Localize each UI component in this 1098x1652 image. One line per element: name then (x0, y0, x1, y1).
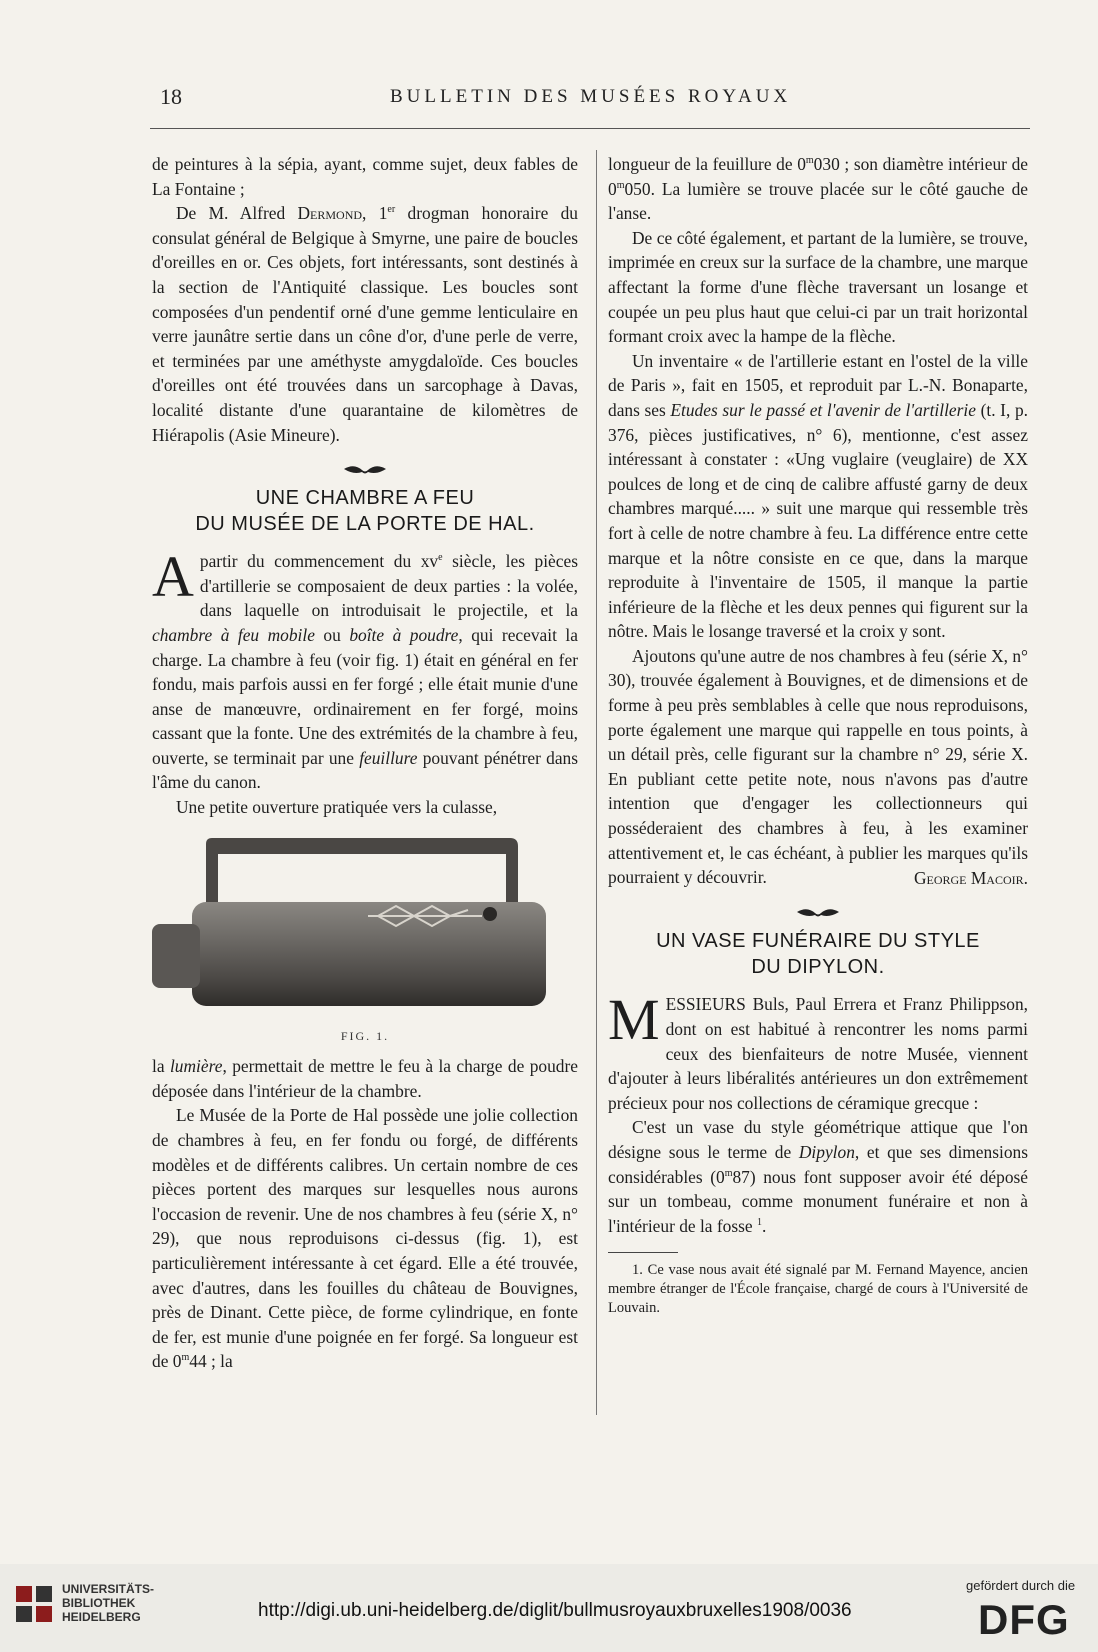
paragraph: longueur de la feuillure de 0$^m$030 ; son diamètre intérieur de 0$^m$050. La lumière se trouve placée sur le côté gauche de l'anse. (608, 154, 1028, 224)
paragraph: De ce côté également, et partant de la lumière, se trouve, imprimée en creux sur la surface de la chambre, une marque affectant la forme d'une flèche traversant un losange et coupée un peu plus haut que celui-ci par un trait horizontal formant croix avec la hampe de la flèche. (608, 227, 1028, 347)
footnote: 1. Ce vase nous avait été signalé par M. Fernand Mayence, ancien membre étranger de l'École française, chargé de cours à l'Université de Louvain. (608, 1262, 1028, 1317)
column-rule (596, 150, 597, 1415)
paragraph: de peintures à la sépia, ayant, comme sujet, deux fables de La Fontaine ; (152, 154, 578, 199)
paragraph: MESSIEURS Buls, Paul Errera et Franz Philippson, dont on est habitué à rencontrer les noms parmi ceux des bienfaiteurs de notre Musée, viennent d'ajouter à leurs libéralités antérieures un don extrêmement précieux pour nos collections de céramique grecque : (608, 987, 1028, 1113)
university-library-name: UNIVERSITÄTS- BIBLIOTHEK HEIDELBERG (62, 1582, 155, 1624)
footnote-ref: 1 (756, 1216, 762, 1228)
paragraph: Une petite ouverture pratiquée vers la culasse, (176, 797, 498, 818)
article-title-vase: UN VASE FUNÉRAIRE DU STYLE DU DIPYLON. (656, 930, 980, 979)
figure-caption: FIG. 1. (340, 1028, 390, 1043)
paragraph: De M. Alfred Dermond, 1er drogman honoraire du consulat général de Belgique à Smyrne, une paire de boucles d'oreilles en or. Ces objets, fort intéressants, sont destinés à la section de l'Antiquité classique. Les boucles sont composées d'un pendentif orné d'une gemme lenticulaire en verre jaunâtre sertie dans un cône d'or, d'une perle de verre, et terminées par une améthyste amygdaloïde. Ces boucles d'oreilles ont été trouvées dans un sarcophage à Davas, localité distante d'une quarantaine de kilomètres de Hiérapolis (Asie Mineure). (152, 203, 579, 445)
paragraph: Un inventaire « de l'artillerie estant en l'ostel de la ville de Paris », fait en 1505, et reproduit par L.-N. Bonaparte, dans ses Etudes sur le passé et l'avenir de l'artillerie (t. I, p. 376, pièces justificatives, n° 6), mentionne, c'est assez intéressant à constater : «Ung vuglaire (veuglaire) de XX poulces de long et de cinq de calibre affusté garny de deux chambres marqué..... » suit une marque qui ressemble très fort à celle de notre chambre à feu. La différence entre cette marque et la nôtre consiste en ce que, dans la marque reproduite à l'inventaire de 1505, il manque la partie inférieure de la flèche et les deux pennes qui figurent sur la nôtre. Mais le losange traversé et la croix y sont. (608, 350, 1028, 642)
ornament-icon (152, 459, 578, 475)
ornament-icon (608, 902, 1028, 918)
paragraph: la lumière, permettait de mettre le feu à la charge de poudre déposée dans l'intérieur de la chambre. (152, 1056, 578, 1101)
drop-cap: M (608, 987, 660, 1053)
footnote-rule (608, 1252, 678, 1253)
article-title-chambre: UNE CHAMBRE A FEU DU MUSÉE DE LA PORTE DE HAL. (195, 487, 535, 536)
dfg-logo: DFG (978, 1596, 1070, 1643)
header-rule (150, 128, 1030, 129)
page-number: 18 (160, 84, 182, 109)
paragraph: Le Musée de la Porte de Hal possède une jolie collection de chambres à feu, en fer fondu ou forgé, de différents modèles et de différents calibres. Un certain nombre de ces pièces portent des marques sur lesquelles nous aurons l'occasion de revenir. Une de nos chambres à feu (série X, n° 29), que nous reproduisons ci-dessus (fig. 1), est particulièrement intéressante à cet égard. Elle a été trouvée, avec d'autres, dans les fouilles du château de Bouvignes, près de Dinant. Cette pièce, de forme cylindrique, en fonte de fer, est munie d'une poignée en fer forgé. Sa longueur est de 0$^m$44 ; la (152, 1105, 578, 1372)
permalink-url[interactable]: http://digi.ub.uni-heidelberg.de/diglit/bullmusroyauxbruxelles1908/0036 (258, 1600, 852, 1621)
figure-chambre-a-feu (152, 834, 578, 1020)
left-column (152, 152, 578, 1374)
funding-caption: gefördert durch die (966, 1578, 1076, 1593)
university-library-logo-icon (14, 1584, 54, 1624)
right-column (608, 152, 1028, 1318)
author-signature: George Macoir. (913, 867, 1028, 888)
paragraph: C'est un vase du style géométrique attique que l'on désigne sous le terme de Dipylon, et que ses dimensions considérables (0$^m$87) nous font supposer avoir été déposé sur un tombeau, comme monument funéraire et non à l'intérieur de la fosse $^1$. (608, 1117, 1028, 1236)
donor-name: Dermond (297, 203, 363, 224)
running-title: BULLETIN DES MUSÉES ROYAUX (390, 86, 792, 107)
paragraph: Ajoutons qu'une autre de nos chambres à feu (série X, n° 30), trouvée également à Bouvignes, et de dimensions et de forme à peu près semblables à celle que nous reproduisons, porte également une marque qui rappelle en tous points, à un détail près, celle figurant sur la chambre n° 29, série X. En publiant cette petite note, nous n'avons pas d'autre intention que d'engager les collectionneurs qui posséderaient des chambres à feu, à les examiner attentivement et, le cas échéant, à publier les marques qu'ils pourraient y découvrir. (608, 645, 1028, 888)
drop-cap: A (152, 544, 194, 610)
paragraph: Apartir du commencement du $xv^e$ siècle, les pièces d'artillerie se composaient de deux parties : la volée, dans laquelle on introduisait le projectile, et la chambre à feu mobile ou boîte à poudre, qui recevait la charge. La chambre à feu (voir fig. 1) était en général en fer fondu, mais parfois aussi en fer forgé ; elle était munie d'une anse de manœuvre, ordinairement en fer forgé, moins cassant que la fonte. Une des extrémités de la chambre à feu, ouverte, se terminait par une feuillure pouvant pénétrer dans l'âme du canon. (152, 544, 578, 793)
